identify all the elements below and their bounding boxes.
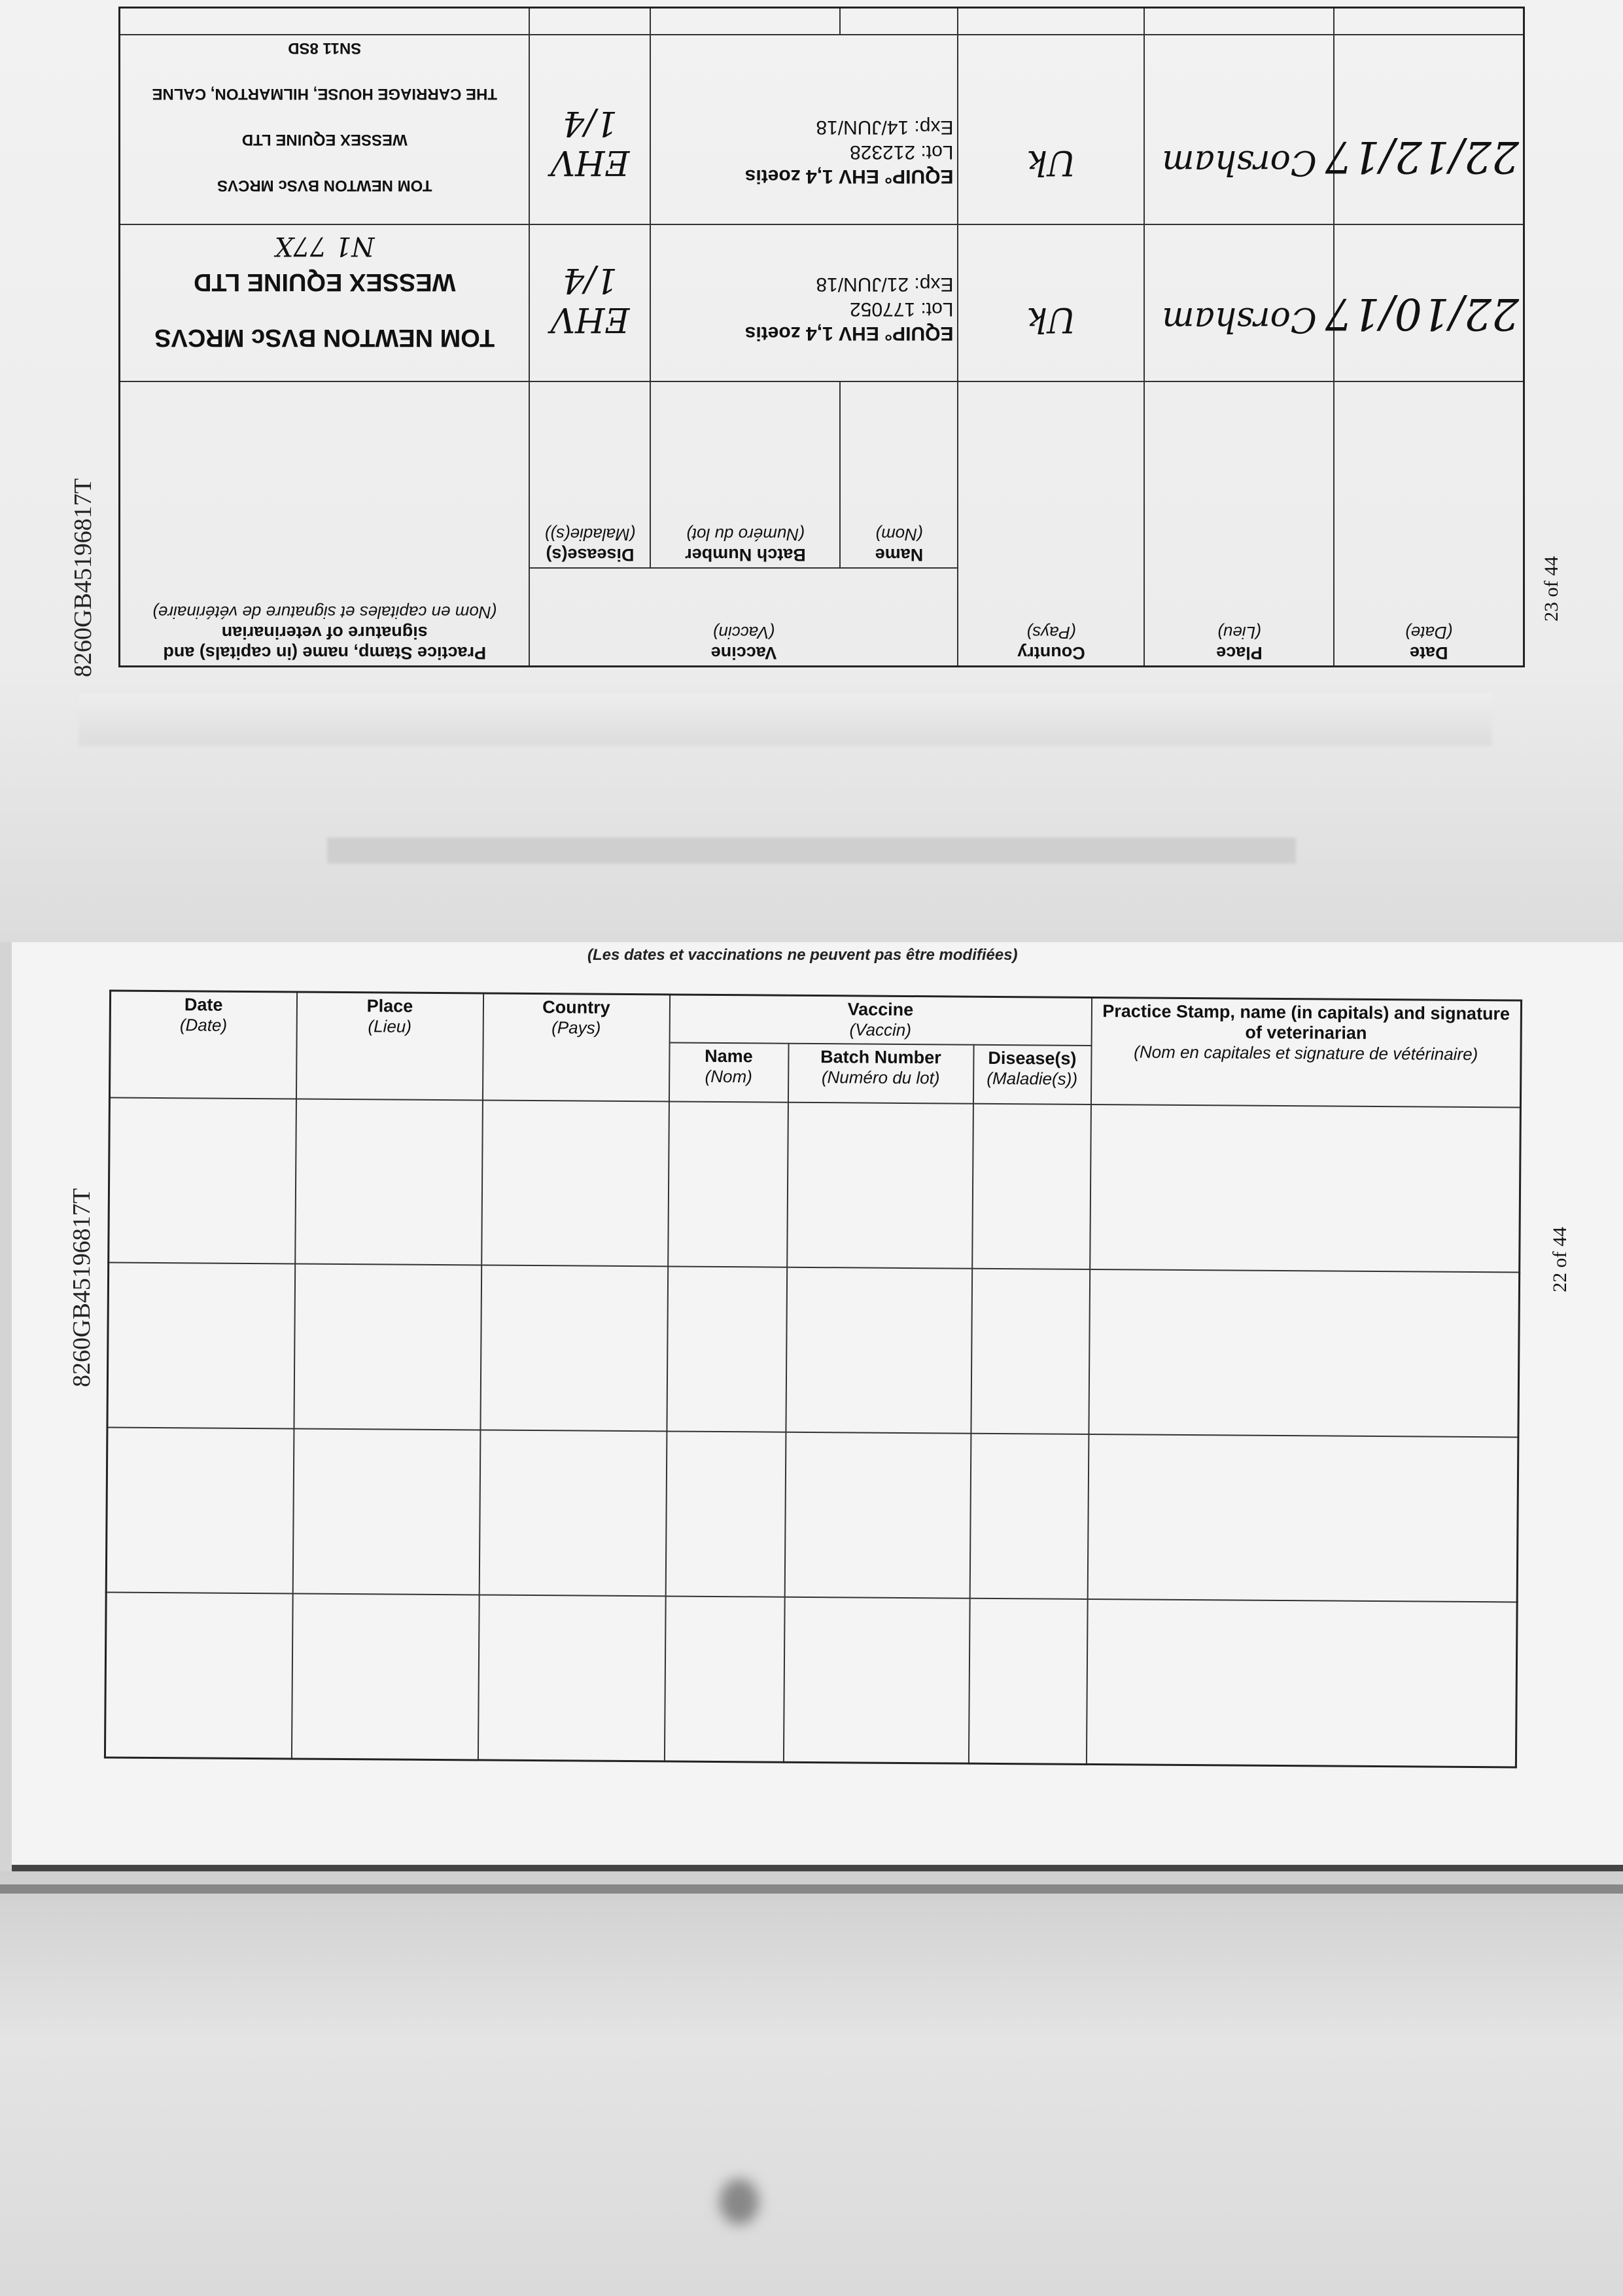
header-date: Date (Date) xyxy=(109,991,296,1099)
header-vaccine: Vaccine (Vaccin) xyxy=(669,995,1092,1046)
passport-number: 8260GB45196817T xyxy=(68,1188,96,1387)
entry-vet-stamp: TOM NEWTON BVSc MRCVS WESSEX EQUINE LTD N1 77X xyxy=(120,224,530,381)
empty-entry-row xyxy=(106,1428,1518,1602)
upper-header-name: Name (Nom) xyxy=(841,381,958,568)
entry-disease-cell: EHV 1/4 xyxy=(529,224,650,381)
upper-header-disease: Disease(s) (Maladie(s)) xyxy=(529,381,650,568)
upper-vaccination-table xyxy=(118,7,1525,667)
upper-page xyxy=(0,0,1623,942)
entry-date-cell: 22/12/17 xyxy=(1335,35,1524,224)
empty-entry-row xyxy=(105,1593,1517,1767)
header-stamp: Practice Stamp, name (in capitals) and signature of veterinarian (Nom en capitales et signature de vétérinaire) xyxy=(1091,997,1521,1107)
desk-smudge xyxy=(720,2179,759,2225)
entry-place-cell: Corsham xyxy=(1145,35,1335,224)
entry-place-cell: Corsham xyxy=(1145,224,1335,381)
blurred-text-band xyxy=(327,838,1296,864)
header-name: Name (Nom) xyxy=(669,1042,788,1103)
entry-vaccine-label: EQUIP° EHV 1,4 zoetis Lot: 177052 Exp: 21/JUN/18 xyxy=(651,224,958,381)
upper-header-place: Place (Lieu) xyxy=(1145,381,1335,666)
header-batch: Batch Number (Numéro du lot) xyxy=(788,1043,973,1104)
upper-header-date: Date (Date) xyxy=(1335,381,1524,666)
header-disease: Disease(s) (Maladie(s)) xyxy=(973,1044,1091,1104)
upper-page-rotated xyxy=(0,0,1623,942)
lower-vaccination-table xyxy=(104,989,1522,1768)
upper-empty-row xyxy=(120,8,1524,35)
upper-header-country: Country (Pays) xyxy=(958,381,1145,666)
page-number: 23 of 44 xyxy=(1541,556,1562,622)
header-country: Country (Pays) xyxy=(482,993,669,1102)
entry-disease-cell: EHV 1/4 xyxy=(529,35,650,224)
signature: N1 77X xyxy=(274,230,375,261)
empty-entry-row xyxy=(107,1263,1520,1438)
upper-entry-row xyxy=(120,224,1524,381)
upper-entry-row xyxy=(120,35,1524,224)
empty-entry-row xyxy=(109,1098,1521,1273)
upper-header-row xyxy=(120,569,1524,667)
entry-country-cell: Uk xyxy=(958,35,1145,224)
upper-header-vaccine: Vaccine (Vaccin) xyxy=(529,569,958,667)
entry-date-cell: 22/10/17 xyxy=(1335,224,1524,381)
page-edge-shadow xyxy=(0,1884,1623,1894)
no-modification-note: (Les dates et vaccinations ne peuvent pas être modifiées) xyxy=(587,946,1018,964)
entry-country-cell: Uk xyxy=(958,224,1145,381)
entry-vet-stamp: TOM NEWTON BVSc MRCVS WESSEX EQUINE LTD THE CARRIAGE HOUSE, HILMARTON, CALNE SN11 8SD xyxy=(120,35,530,224)
page-number: 22 of 44 xyxy=(1549,1227,1571,1292)
entry-vaccine-label: EQUIP° EHV 1,4 zoetis Lot: 212328 Exp: 14/JUN/18 xyxy=(651,35,958,224)
header-place: Place (Lieu) xyxy=(296,992,483,1101)
upper-header-stamp: Practice Stamp, name (in capitals) and signature of veterinarian (Nom en capitales et signature de vétérinaire) xyxy=(120,381,530,666)
background-surface xyxy=(0,1871,1623,2296)
blurred-text-band xyxy=(79,694,1492,746)
lower-header-row xyxy=(110,991,1521,1048)
upper-header-batch: Batch Number (Numéro du lot) xyxy=(651,381,841,568)
passport-number: 8260GB45196817T xyxy=(69,478,97,677)
lower-page xyxy=(12,942,1623,1871)
